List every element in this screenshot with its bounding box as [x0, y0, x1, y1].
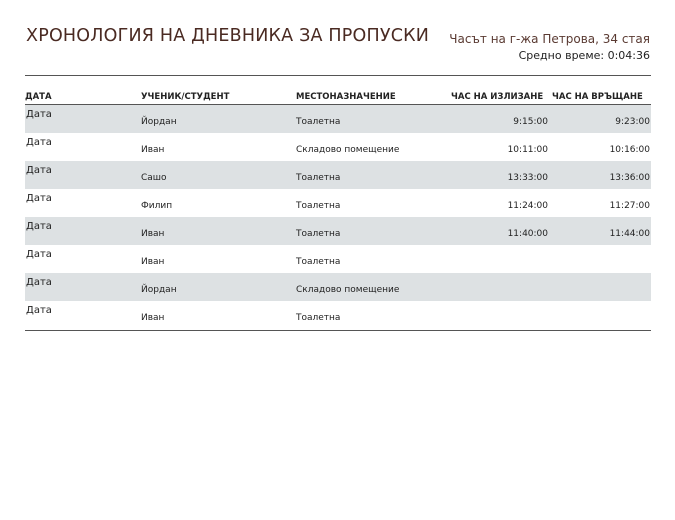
cell-time-out: 11:40:00	[507, 229, 548, 239]
table-row	[25, 217, 651, 245]
average-time: Средно време: 0:04:36	[518, 49, 650, 62]
table-row	[25, 301, 651, 329]
cell-date: Дата	[26, 193, 52, 204]
table-row	[25, 161, 651, 189]
cell-date: Дата	[26, 305, 52, 316]
cell-date: Дата	[26, 165, 52, 176]
cell-destination: Тоалетна	[296, 229, 341, 239]
cell-date: Дата	[26, 137, 52, 148]
class-info: Часът на г-жа Петрова, 34 стая	[449, 32, 650, 46]
column-header-student: УЧЕНИК/СТУДЕНТ	[141, 92, 230, 102]
cell-date: Дата	[26, 221, 52, 232]
cell-date: Дата	[26, 109, 52, 120]
column-header-time-out: ЧАС НА ИЗЛИЗАНЕ	[451, 92, 544, 102]
cell-time-in: 11:44:00	[609, 229, 650, 239]
cell-student: Иван	[141, 313, 165, 323]
cell-student: Йордан	[141, 117, 177, 127]
cell-date: Дата	[26, 277, 52, 288]
cell-time-in: 11:27:00	[609, 201, 650, 211]
table-bottom-rule	[25, 330, 651, 331]
table-row	[25, 105, 651, 133]
cell-destination: Складово помещение	[296, 145, 400, 155]
cell-time-out: 10:11:00	[507, 145, 548, 155]
column-header-date: ДАТА	[25, 92, 52, 102]
header-divider	[25, 75, 651, 76]
cell-destination: Тоалетна	[296, 117, 341, 127]
table-header	[25, 92, 651, 104]
cell-time-in: 9:23:00	[615, 117, 650, 127]
cell-time-out: 13:33:00	[507, 173, 548, 183]
page-title: ХРОНОЛОГИЯ НА ДНЕВНИКА ЗА ПРОПУСКИ	[26, 26, 430, 46]
cell-time-in: 13:36:00	[609, 173, 650, 183]
cell-time-out: 9:15:00	[513, 117, 548, 127]
cell-student: Иван	[141, 257, 165, 267]
cell-student: Иван	[141, 229, 165, 239]
column-header-time-in: ЧАС НА ВРЪЩАНЕ	[552, 92, 643, 102]
table-row	[25, 273, 651, 301]
table-row	[25, 189, 651, 217]
cell-destination: Тоалетна	[296, 257, 341, 267]
cell-student: Йордан	[141, 285, 177, 295]
cell-student: Сашо	[141, 173, 167, 183]
cell-time-out: 11:24:00	[507, 201, 548, 211]
cell-destination: Тоалетна	[296, 173, 341, 183]
cell-student: Филип	[141, 201, 173, 211]
column-header-destination: МЕСТОНАЗНАЧЕНИЕ	[296, 92, 396, 102]
table-row	[25, 133, 651, 161]
cell-student: Иван	[141, 145, 165, 155]
cell-destination: Тоалетна	[296, 201, 341, 211]
cell-destination: Тоалетна	[296, 313, 341, 323]
table-row	[25, 245, 651, 273]
cell-time-in: 10:16:00	[609, 145, 650, 155]
cell-date: Дата	[26, 249, 52, 260]
cell-destination: Складово помещение	[296, 285, 400, 295]
